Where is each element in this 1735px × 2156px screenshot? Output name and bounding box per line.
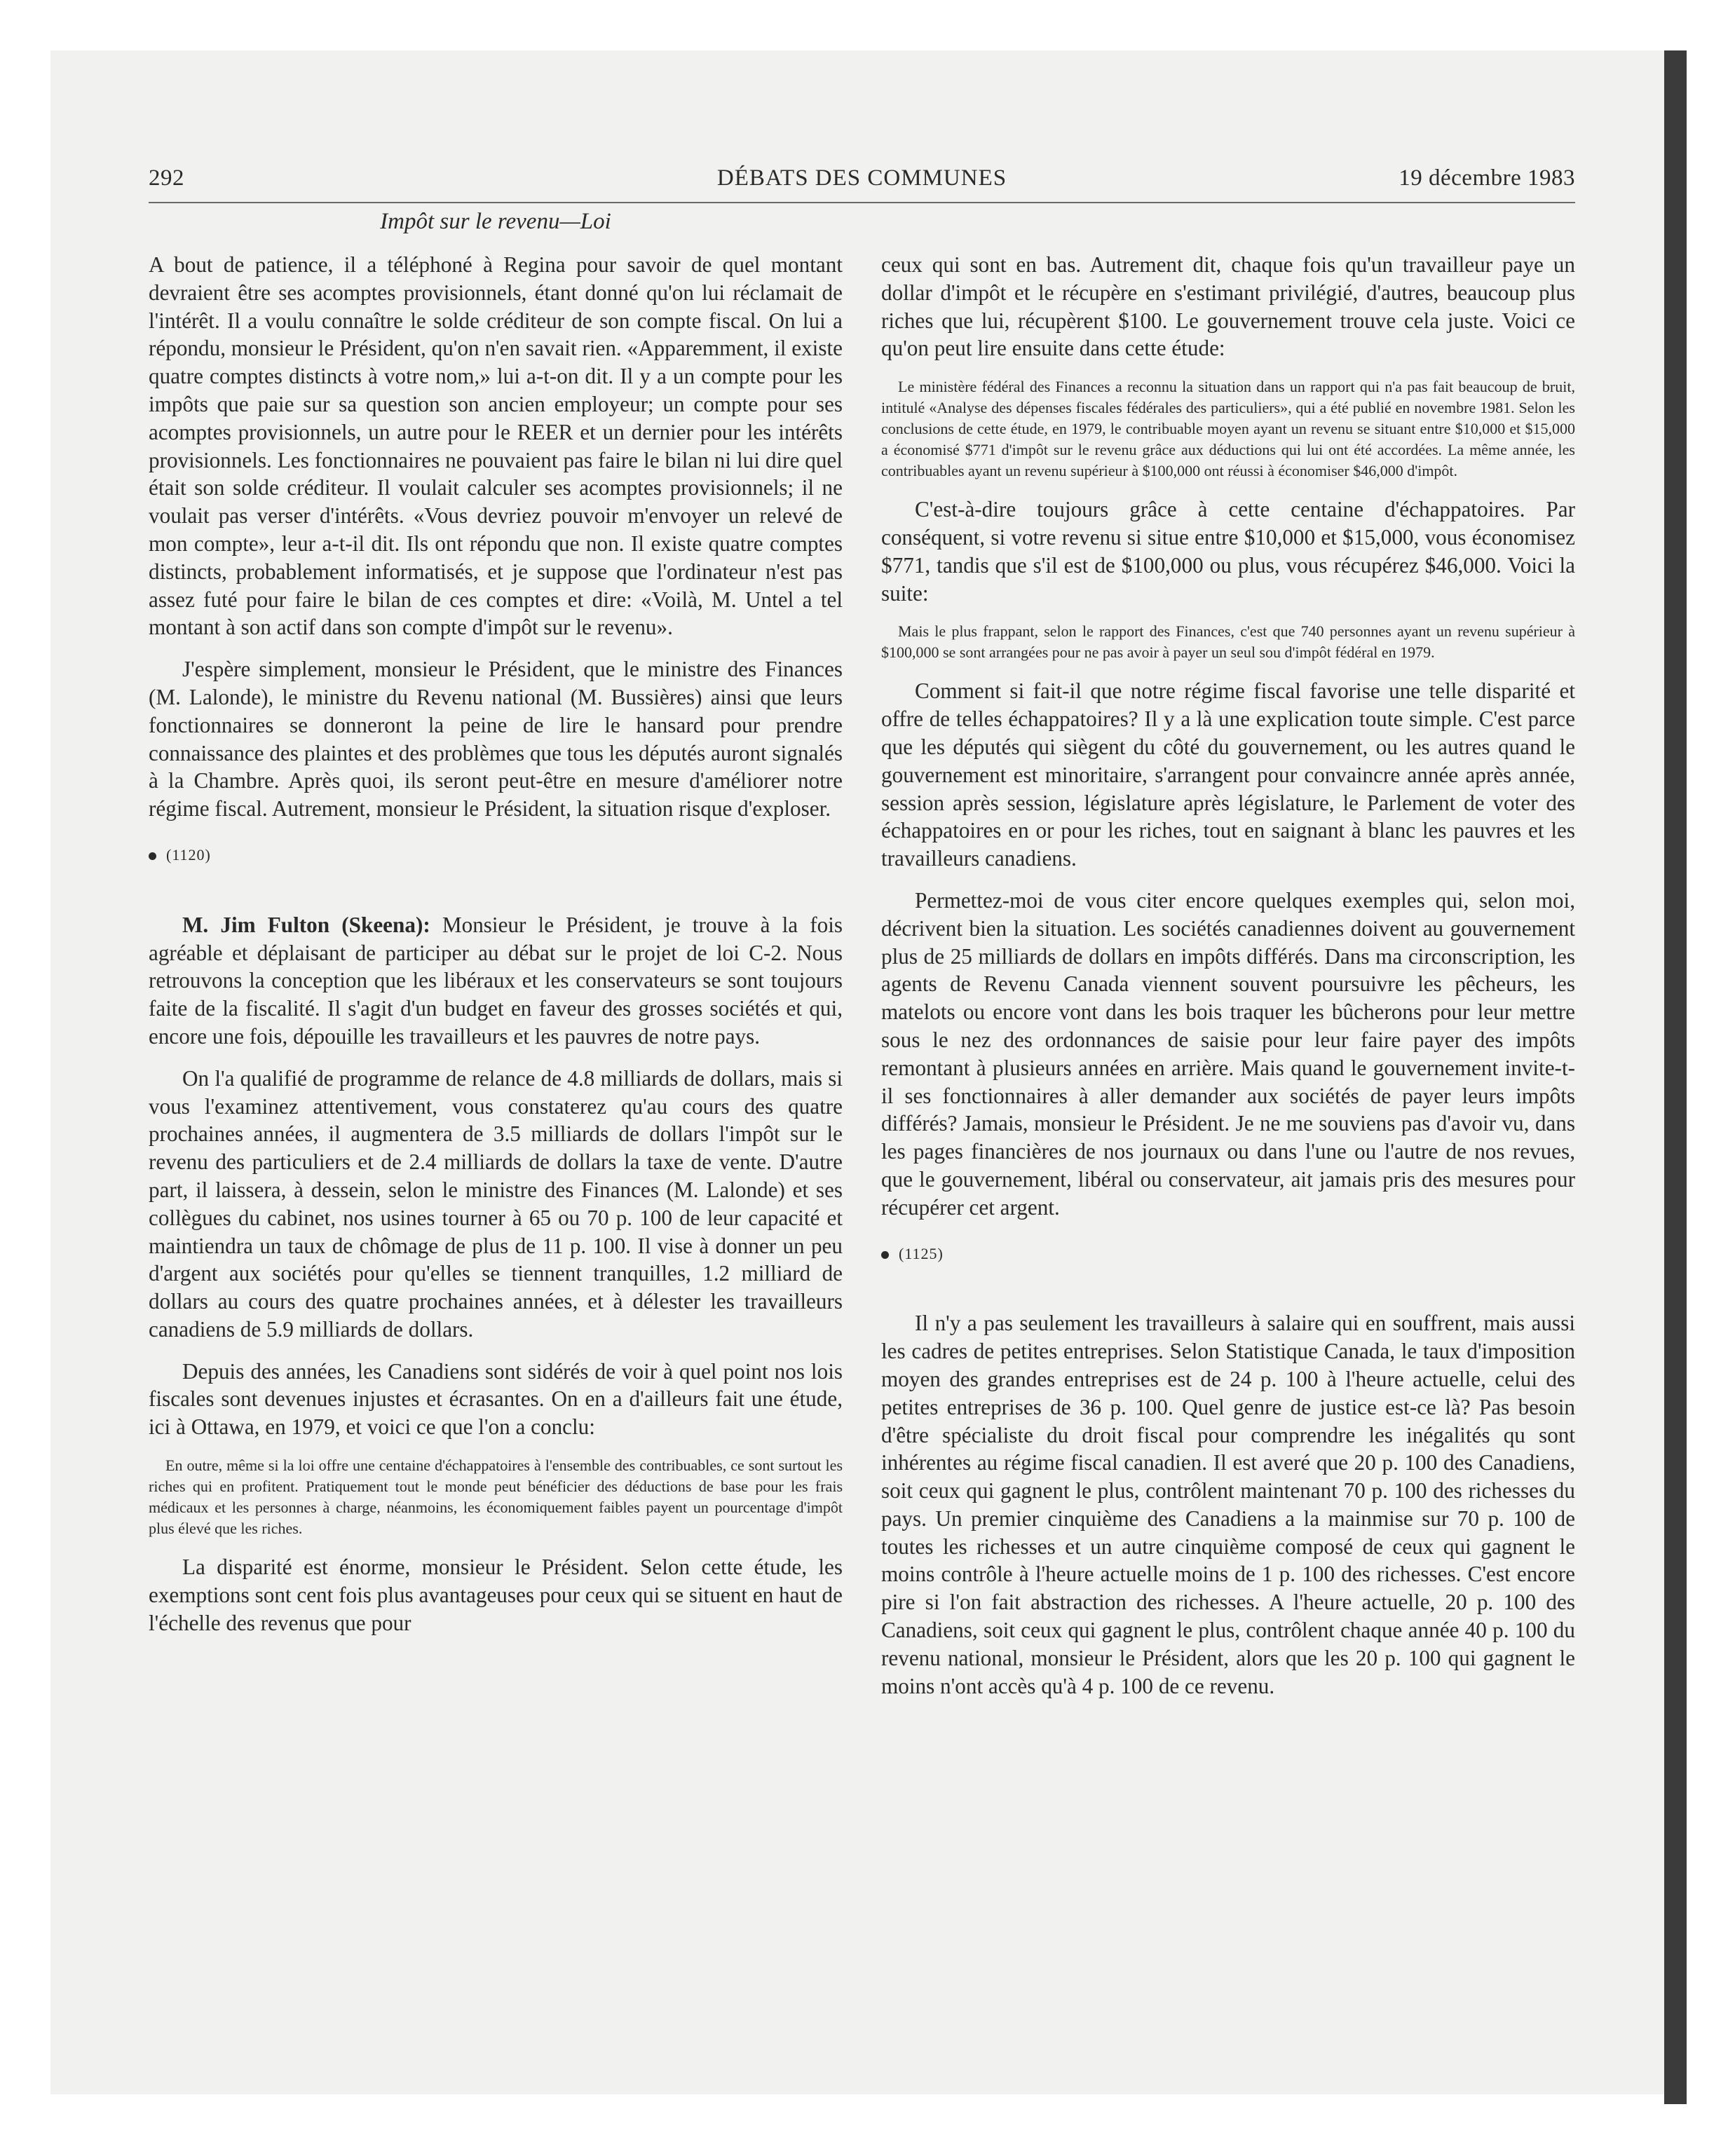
block-quote: En outre, même si la loi offre une centaine d'échappatoires à l'ensemble des contribuables, ce sont surtout les riches qui en profitent. Pratiquement tout le monde peut bénéficier des déductions de base pour les frais médicaux et les personnes à charge, néanmoins, les économiquement faibles payent un pourcentage d'impôt plus élevé que les riches.	[149, 1456, 843, 1538]
block-quote: Le ministère fédéral des Finances a reconnu la situation dans un rapport qui n'a pas fait beaucoup de bruit, intitulé «Analyse des dépenses fiscales fédérales des particuliers», qui a été publié en novembre 1981. Selon les conclusions de cette étude, en 1979, le contribuable moyen ayant un revenu se situant entre $10,000 et $15,000 a économisé $771 d'impôt sur le revenu grâce aux déductions qui lui ont été accordées. La même année, les contribuables ayant un revenu supérieur à $100,000 ont réussi à économiser $46,000 d'impôt.	[881, 378, 1575, 480]
publication-title: DÉBATS DES COMMUNES	[716, 165, 1007, 191]
topic-heading: Impôt sur le revenu—Loi	[380, 209, 611, 234]
paragraph: Il n'y a pas seulement les travailleurs à salaire qui en souffrent, mais aussi les cadres de petites entreprises. Selon Statistique Canada, le taux d'imposition moyen des grandes entreprises est de 24 p. 100 à l'heure actuelle, celui des petites entreprises de 36 p. 100. Quel genre de justice est-ce là? Pas besoin d'être spécialiste du droit fiscal pour comprendre les inégalités qu sont inhérentes au régime fiscal canadien. Il est averé que 20 p. 100 des Canadiens, soit ceux qui gagnent le plus, contrôlent maintenant 70 p. 100 des richesses du pays. Un premier cinquième des Canadiens a la mainmise sur 70 p. 100 de toutes les richesses et un autre cinquième composé de ceux qui gagnent le moins contrôle à l'heure actuelle moins de 1 p. 100 des richesses. C'est encore pire si l'on fait abstraction des richesses. A l'heure actuelle, 20 p. 100 des Canadiens, soit ceux qui gagnent le plus, contrôlent chaque année 40 p. 100 du revenu national, monsieur le Président, alors que les 20 p. 100 qui gagnent le moins n'ont accès qu'à 4 p. 100 de ce revenu.	[881, 1311, 1575, 1698]
paragraph: J'espère simplement, monsieur le Président, que le ministre des Finances (M. Lalonde), le ministre du Revenu national (M. Bussières) ainsi que leurs fonctionnaires se donneront la peine de lire le hansard pour prendre connaissance des plaintes et des problèmes que tous les députés auront signalés à la Chambre. Après quoi, ils seront peut-être en mesure d'améliorer notre régime fiscal. Autrement, monsieur le Président, la situation risque d'exploser.	[149, 657, 843, 821]
speaker-name: M. Jim Fulton (Skeena):	[182, 912, 430, 937]
time-marker-label: (1120)	[166, 845, 211, 864]
paragraph: Permettez-moi de vous citer encore quelques exemples qui, selon moi, décrivent bien la situation. Les sociétés canadiennes doivent au gouvernement plus de 25 milliards de dollars en impôts différés. Dans ma circonscription, les agents de Revenu Canada viennent souvent poursuivre les pêcheurs, les matelots ou encore vont dans les bois traquer les bûcherons pour leur mettre sous le nez des ordonnances de saisie pour leur faire payer des impôts remontant à plusieurs années en arrière. Mais quand le gouvernement invite-t-il ses fonctionnaires à aller demander aux sociétés de payer leurs impôts différés? Jamais, monsieur le Président. Je ne me souviens pas d'avoir vu, dans les pages financières de nos journaux ou dans l'une ou l'autre de nos revues, que le gouvernement, libéral ou conservateur, ait jamais pris des mesures pour récupérer cet argent.	[881, 887, 1575, 1220]
paragraph: Comment si fait-il que notre régime fiscal favorise une telle disparité et offre de telles échappatoires? Il y a là une explication toute simple. C'est parce que les députés qui siègent du côté du gouvernement, ou les autres quand le gouvernement est minoritaire, s'arrangent pour convaincre année après année, session après session, législature après législature, le Parlement de voter des échappatoires en or pour les riches, tout en saignant à blanc les pauvres et les travailleurs canadiens.	[881, 678, 1575, 871]
left-column	[149, 251, 843, 1651]
paragraph: A bout de patience, il a téléphoné à Regina pour savoir de quel montant devraient être ses acomptes provisionnels, étant donné qu'on lui réclamait de l'intérêt. Il a voulu connaître le solde créditeur de son compte fiscal. On lui a répondu, monsieur le Président, qu'on n'en savait rien. «Apparemment, il existe quatre comptes distincts à votre nom,» lui a-t-on dit. Il y a un compte pour les impôts que paie sur sa question son ancien employeur; un compte pour ses acomptes provisionnels, un autre pour le REER et un dernier pour les intérêts provisionnels. Les fonctionnaires ne pouvaient pas faire le bilan ni lui dire quel était son solde créditeur. Il voulait calculer ses acomptes provisionnels; il ne voulait pas verser d'intérêts. «Vous devriez pouvoir m'envoyer un relevé de mon compte», leur a-t-il dit. Ils ont répondu que non. Il existe quatre comptes distincts, probablement informatisés, et je suppose que l'ordinateur n'est pas assez futé pour faire le bilan de ces comptes et dire: «Voilà, M. Untel a tel montant à son actif dans son compte d'impôt sur le revenu».	[149, 252, 843, 640]
paragraph: On l'a qualifié de programme de relance de 4.8 milliards de dollars, mais si vous l'examinez attentivement, vous constaterez qu'au cours des quatre prochaines années, il augmentera de 3.5 milliards de dollars l'impôt sur le revenu des particuliers et de 2.4 milliards de dollars la taxe de vente. D'autre part, il laissera, à dessein, selon le ministre des Finances (M. Lalonde) et ses collègues du cabinet, nos usines tourner à 65 ou 70 p. 100 de leur capacité et maintiendra un taux de chômage de plus de 11 p. 100. Il vise à donner un peu d'argent aux sociétés pour qu'elles se tiennent tranquilles, 1.2 milliard de dollars au cours des quatre prochaines années, et à délester les travailleurs canadiens de 5.9 milliards de dollars.	[149, 1065, 843, 1342]
page-header	[149, 163, 1575, 203]
speech-text: Monsieur le Président, je trouve à la fois agréable et déplaisant de participer au débat sur le projet de loi C-2. Nous retrouvons la conception que les libéraux et les conservateurs se sont toujours faite de la fiscalité. Il s'agit d'un budget en faveur des grosses sociétés et qui, encore une fois, dépouille les travailleurs et les pauvres de notre pays.	[149, 912, 843, 1049]
speech-paragraph	[149, 911, 843, 1051]
time-marker-label: (1125)	[899, 1244, 944, 1262]
block-quote: Mais le plus frappant, selon le rapport des Finances, c'est que 740 personnes ayant un revenu supérieur à $100,000 se sont arrangées pour ne pas avoir à payer un seul sou d'impôt fédéral en 1979.	[881, 622, 1575, 662]
right-column	[881, 251, 1575, 1714]
header-date: 19 décembre 1983	[1399, 165, 1575, 191]
paragraph: La disparité est énorme, monsieur le Président. Selon cette étude, les exemptions sont cent fois plus avantageuses pour ceux qui se situent en haut de l'échelle des revenus que pour	[149, 1555, 843, 1635]
paragraph: Depuis des années, les Canadiens sont sidérés de voir à quel point nos lois fiscales sont devenues injustes et écrasantes. On en a d'ailleurs fait une étude, ici à Ottawa, en 1979, et voici ce que l'on a conclu:	[149, 1358, 843, 1440]
page-number: 292	[149, 165, 184, 191]
paragraph: C'est-à-dire toujours grâce à cette centaine d'échappatoires. Par conséquent, si votre revenu si situe entre $10,000 et $15,000, vous économisez $771, tandis que s'il est de $100,000 ou plus, vous récupérez $46,000. Voici la suite:	[881, 497, 1575, 606]
scan-edge-bar	[1664, 50, 1687, 2104]
time-marker	[881, 1240, 1575, 1268]
bullet-icon	[881, 1251, 889, 1259]
time-marker	[149, 841, 843, 869]
paragraph: ceux qui sont en bas. Autrement dit, chaque fois qu'un travailleur paye un dollar d'impôt et le récupère en s'estimant privilégié, d'autres, beaucoup plus riches que lui, récupèrent $100. Le gouvernement trouve cela juste. Voici ce qu'on peut lire ensuite dans cette étude:	[881, 252, 1575, 361]
bullet-icon	[149, 852, 156, 860]
